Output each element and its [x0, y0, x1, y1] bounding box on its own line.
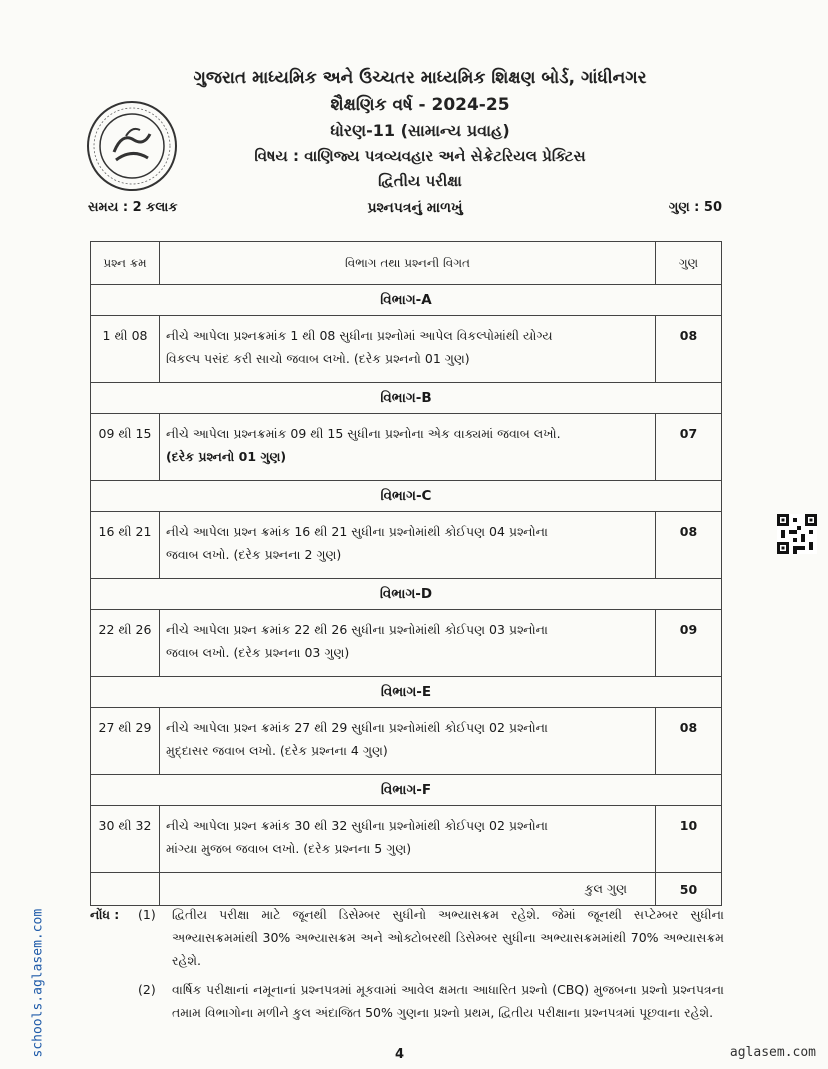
section-name: વિભાગ-C [91, 481, 722, 512]
detail-line: માંગ્યા મુજબ જવાબ લખો. (દરેક પ્રશ્નના 5 ગુણ) [166, 841, 412, 856]
question-range: 16 થી 21 [91, 512, 160, 579]
section-row [91, 775, 722, 806]
question-range: 09 થી 15 [91, 414, 160, 481]
note-text: વાર્ષિક પરીક્ષાનાં નમૂનાનાં પ્રશ્નપત્રમાં મૂકવામાં આવેલ ક્ષમતા આધારિત પ્રશ્નો (CBQ) મુજબના પ્રશ્નો પ્રશ્નપત્રના તમામ વિભાગોના મળીને કુલ અંદાજિત 50% ગુણના પ્રશ્નો પ્રથમ, દ્વિતીય પરીક્ષાના પ્રશ્નપત્રમાં પૂછવાના રહેશે. [172, 982, 724, 1020]
section-name: વિભાગ-B [91, 383, 722, 414]
table-row [91, 316, 722, 383]
section-row [91, 383, 722, 414]
section-marks: 08 [656, 316, 722, 383]
total-row [91, 873, 722, 906]
detail-line: જવાબ લખો. (દરેક પ્રશ્નના 03 ગુણ) [166, 645, 350, 660]
section-row [91, 285, 722, 316]
header-question-number: પ્રશ્ન ક્રમ [91, 242, 160, 285]
table-row [91, 806, 722, 873]
detail-line: (દરેક પ્રશ્નનો 01 ગુણ) [166, 449, 287, 464]
section-marks: 07 [656, 414, 722, 481]
notes-section [90, 903, 724, 1024]
note-item [90, 978, 724, 1024]
empty-cell [91, 873, 160, 906]
subject: વિષય : વાણિજ્ય પત્રવ્યવહાર અને સેક્રેટરિયલ પ્રેક્ટિસ [254, 147, 586, 165]
note-number: (2) [138, 982, 156, 997]
note-text: દ્વિતીય પરીક્ષા માટે જૂનથી ડિસેમ્બર સુધીનો અભ્યાસક્રમ રહેશે. જેમાં જૂનથી સપ્ટેમ્બર સુધીના અભ્યાસક્રમમાંથી 30% અભ્યાસક્રમ અને ઓક્ટોબરથી ડિસેમ્બર સુધીના અભ્યાસક્રમમાંથી 70% અભ્યાસક્રમ રહેશે. [172, 907, 724, 968]
section-marks: 10 [656, 806, 722, 873]
detail-line: નીચે આપેલા પ્રશ્ન ક્રમાંક 22 થી 26 સુધીના પ્રશ્નોમાંથી કોઈપણ 03 પ્રશ્નોના [166, 622, 548, 637]
notes-label: નોંધ : [90, 907, 120, 922]
note-number: (1) [138, 907, 156, 922]
table-header-row [91, 242, 722, 285]
section-name: વિભાગ-E [91, 677, 722, 708]
detail-line: વિકલ્પ પસંદ કરી સાચો જવાબ લખો. (દરેક પ્રશ્નનો 01 ગુણ) [166, 351, 470, 366]
table-row [91, 610, 722, 677]
total-label: કુલ ગુણ [160, 873, 656, 906]
table-row [91, 512, 722, 579]
section-row [91, 579, 722, 610]
question-range: 27 થી 29 [91, 708, 160, 775]
section-name: વિભાગ-D [91, 579, 722, 610]
bottom-watermark: aglasem.com [729, 1045, 816, 1060]
detail-line: નીચે આપેલા પ્રશ્ન ક્રમાંક 27 થી 29 સુધીના પ્રશ્નોમાંથી કોઈપણ 02 પ્રશ્નોના [166, 720, 548, 735]
question-detail [160, 414, 656, 481]
detail-line: જવાબ લખો. (દરેક પ્રશ્નના 2 ગુણ) [166, 547, 342, 562]
detail-line: નીચે આપેલા પ્રશ્નક્રમાંક 09 થી 15 સુધીના પ્રશ્નોના એક વાક્યમાં જવાબ લખો. [166, 426, 561, 441]
standard: ધોરણ-11 (સામાન્ય પ્રવાહ) [330, 121, 510, 140]
question-detail [160, 806, 656, 873]
academic-year: શૈક્ષણિક વર્ષ - 2024-25 [330, 95, 510, 115]
section-marks: 09 [656, 610, 722, 677]
header-marks: ગુણ [656, 242, 722, 285]
section-marks: 08 [656, 512, 722, 579]
detail-line: મુદ્દાસર જવાબ લખો. (દરેક પ્રશ્નના 4 ગુણ) [166, 743, 388, 758]
question-range: 30 થી 32 [91, 806, 160, 873]
page-number: 4 [395, 1047, 405, 1062]
question-range: 22 થી 26 [91, 610, 160, 677]
total-marks: ગુણ : 50 [668, 200, 722, 215]
detail-line: નીચે આપેલા પ્રશ્નક્રમાંક 1 થી 08 સુધીના પ્રશ્નોમાં આપેલ વિકલ્પોમાંથી યોગ્ય [166, 328, 553, 343]
section-marks: 08 [656, 708, 722, 775]
question-range: 1 થી 08 [91, 316, 160, 383]
board-name: ગુજરાત માધ્યમિક અને ઉચ્ચતર માધ્યમિક શિક્ષણ બોર્ડ, ગાંધીનગર [193, 68, 647, 88]
notes-indent [90, 978, 138, 1024]
table-row [91, 414, 722, 481]
exam-time: સમય : 2 કલાક [88, 200, 178, 215]
question-detail [160, 512, 656, 579]
section-row [91, 481, 722, 512]
detail-line: નીચે આપેલા પ્રશ્ન ક્રમાંક 30 થી 32 સુધીના પ્રશ્નોમાંથી કોઈપણ 02 પ્રશ્નોના [166, 818, 548, 833]
detail-line: નીચે આપેલા પ્રશ્ન ક્રમાંક 16 થી 21 સુધીના પ્રશ્નોમાંથી કોઈપણ 04 પ્રશ્નોના [166, 524, 548, 539]
paper-structure-table [90, 241, 722, 906]
note-item [90, 903, 724, 972]
section-row [91, 677, 722, 708]
question-detail [160, 708, 656, 775]
header-section-detail: વિભાગ તથા પ્રશ્નની વિગત [160, 242, 656, 285]
section-name: વિભાગ-F [91, 775, 722, 806]
question-detail [160, 316, 656, 383]
table-row [91, 708, 722, 775]
section-name: વિભાગ-A [91, 285, 722, 316]
total-value: 50 [656, 873, 722, 906]
exam-name: દ્વિતીય પરીક્ષા [378, 172, 462, 190]
paper-structure-title: પ્રશ્નપત્રનું માળખું [367, 200, 463, 216]
question-detail [160, 610, 656, 677]
qr-code-icon [777, 514, 817, 554]
side-watermark: schools.aglasem.com [30, 908, 46, 1058]
